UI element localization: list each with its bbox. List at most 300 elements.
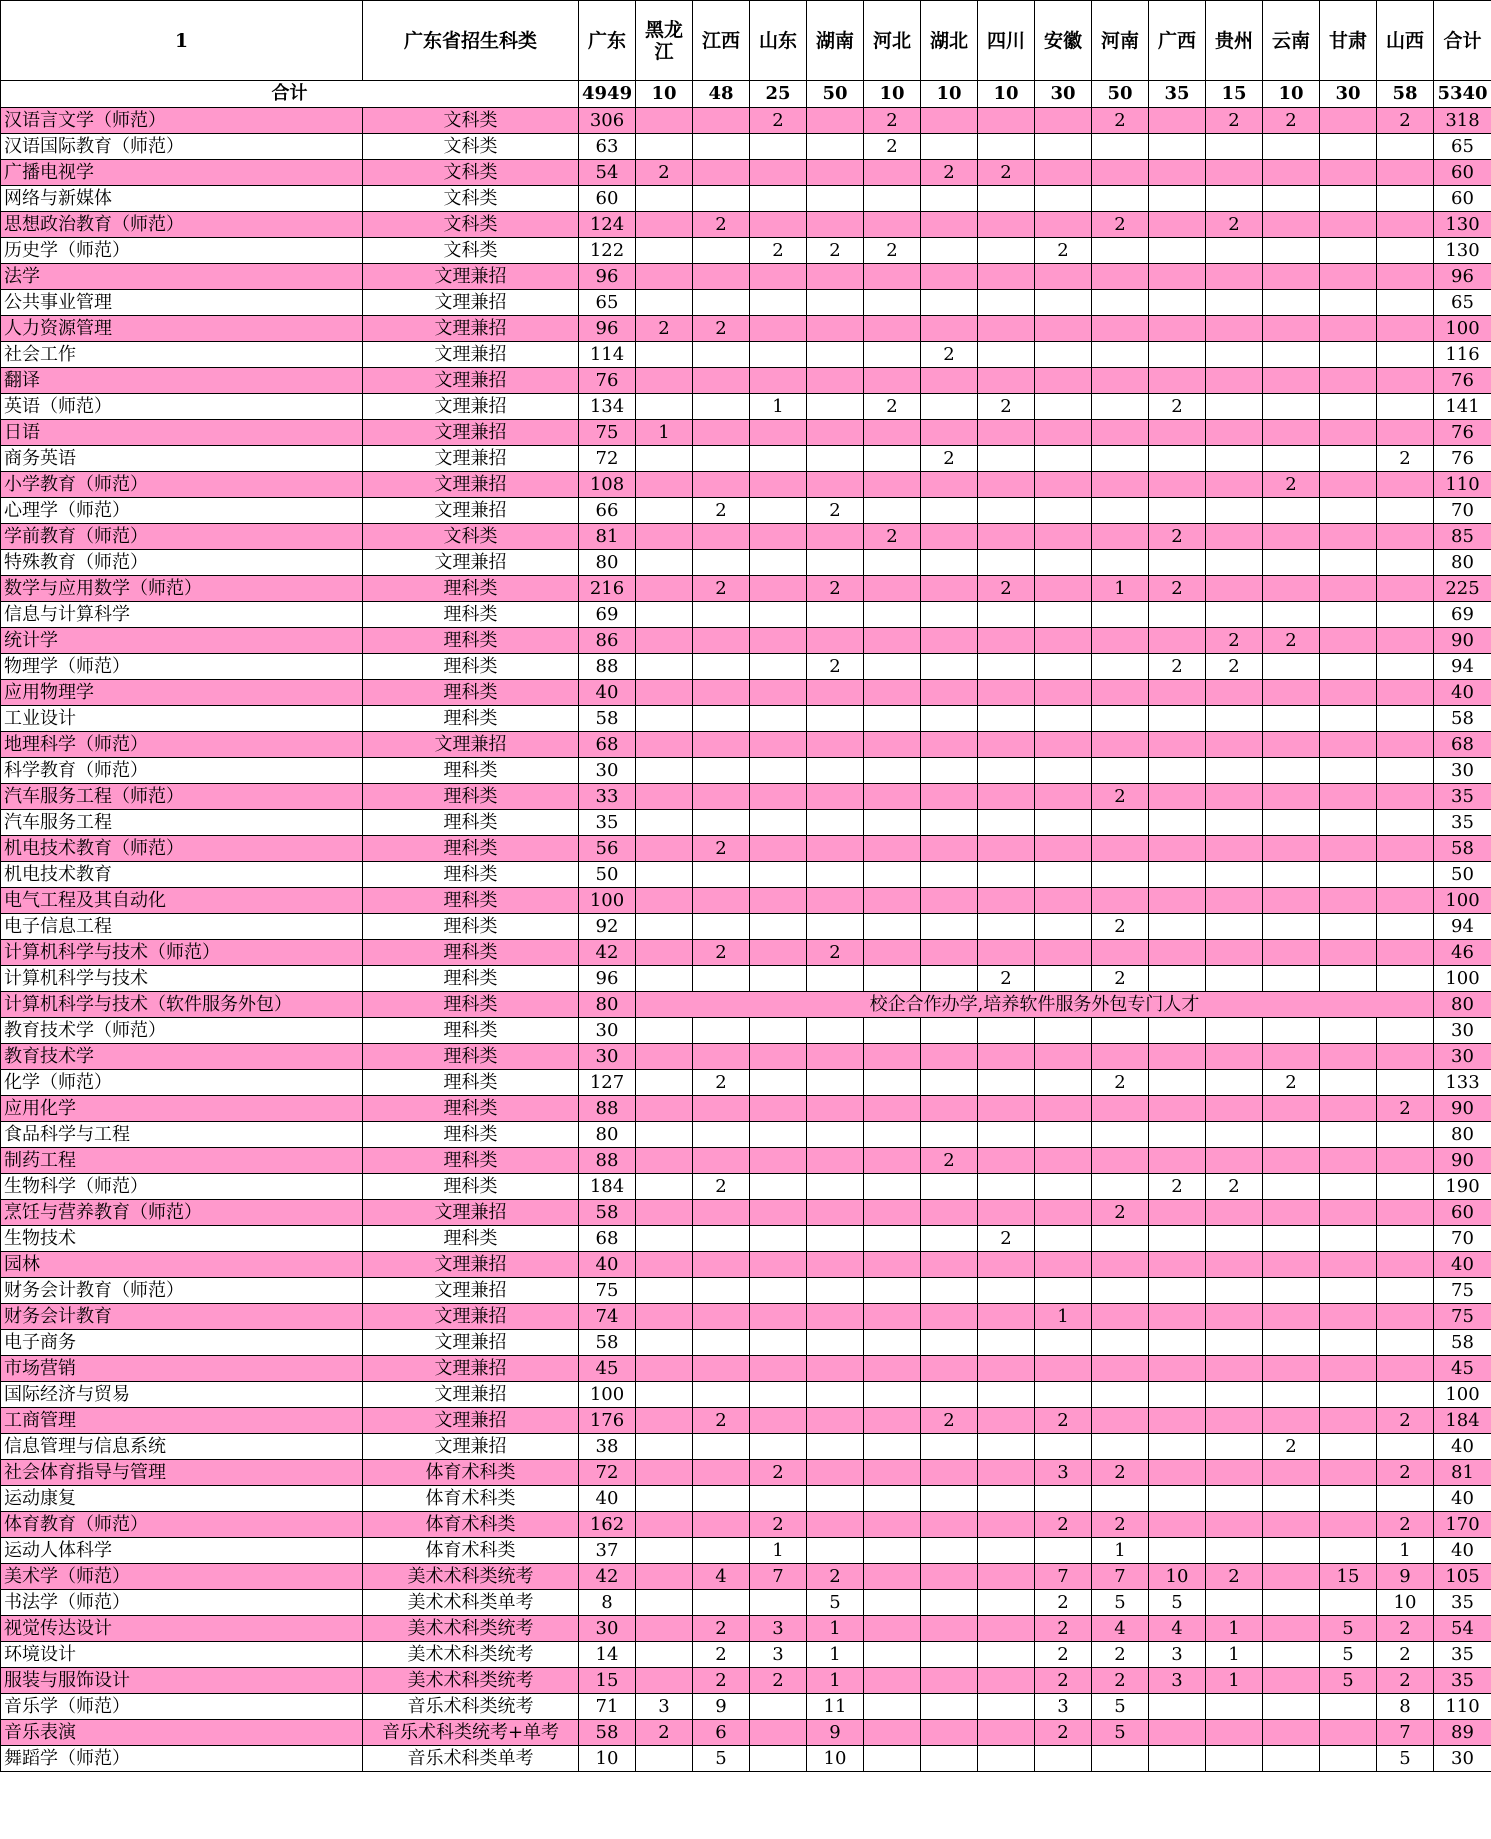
value-cell: 2 <box>1377 446 1434 472</box>
value-cell <box>864 1668 921 1694</box>
province-header: 河北 <box>864 1 921 81</box>
value-cell <box>750 1590 807 1616</box>
category-cell: 理科类 <box>363 1226 579 1252</box>
value-cell <box>636 1434 693 1460</box>
value-cell <box>1320 784 1377 810</box>
total-cell: 58 <box>1377 81 1434 108</box>
value-cell <box>693 446 750 472</box>
value-cell <box>1377 238 1434 264</box>
value-cell <box>1206 758 1263 784</box>
value-cell <box>1320 1070 1377 1096</box>
value-cell: 58 <box>579 1330 636 1356</box>
value-cell <box>1320 888 1377 914</box>
value-cell <box>1206 602 1263 628</box>
value-cell: 81 <box>1434 1460 1491 1486</box>
table-row <box>1 524 1491 550</box>
value-cell: 5 <box>1092 1694 1149 1720</box>
value-cell <box>750 134 807 160</box>
value-cell <box>750 706 807 732</box>
value-cell: 1 <box>807 1668 864 1694</box>
category-header: 广东省招生科类 <box>363 1 579 81</box>
table-row <box>1 732 1491 758</box>
value-cell: 2 <box>864 134 921 160</box>
value-cell <box>750 1330 807 1356</box>
value-cell: 1 <box>1035 1304 1092 1330</box>
value-cell <box>1263 784 1320 810</box>
value-cell <box>1263 160 1320 186</box>
value-cell <box>921 316 978 342</box>
value-cell <box>1263 1720 1320 1746</box>
value-cell: 2 <box>636 160 693 186</box>
category-cell: 理科类 <box>363 784 579 810</box>
value-cell: 92 <box>579 914 636 940</box>
table-row <box>1 1356 1491 1382</box>
category-cell: 理科类 <box>363 836 579 862</box>
value-cell <box>1263 1694 1320 1720</box>
value-cell <box>1035 810 1092 836</box>
table-row <box>1 1304 1491 1330</box>
value-cell: 5 <box>693 1746 750 1772</box>
value-cell <box>1263 368 1320 394</box>
province-header: 黑龙江 <box>636 1 693 81</box>
value-cell <box>1320 1720 1377 1746</box>
value-cell: 1 <box>807 1616 864 1642</box>
value-cell <box>864 680 921 706</box>
value-cell <box>636 1096 693 1122</box>
value-cell <box>1320 498 1377 524</box>
table-row <box>1 940 1491 966</box>
value-cell <box>693 1018 750 1044</box>
province-header: 云南 <box>1263 1 1320 81</box>
value-cell <box>693 914 750 940</box>
category-cell: 文理兼招 <box>363 498 579 524</box>
value-cell <box>693 134 750 160</box>
value-cell <box>1092 1382 1149 1408</box>
value-cell <box>1263 732 1320 758</box>
value-cell: 2 <box>1035 1590 1092 1616</box>
value-cell <box>1263 1512 1320 1538</box>
value-cell: 3 <box>636 1694 693 1720</box>
value-cell: 2 <box>1149 394 1206 420</box>
value-cell <box>1206 134 1263 160</box>
value-cell <box>1320 264 1377 290</box>
value-cell: 2 <box>693 1668 750 1694</box>
value-cell: 5 <box>1320 1642 1377 1668</box>
value-cell: 4 <box>1092 1616 1149 1642</box>
value-cell <box>1149 1304 1206 1330</box>
category-cell: 文理兼招 <box>363 394 579 420</box>
value-cell <box>1377 1070 1434 1096</box>
value-cell: 2 <box>921 446 978 472</box>
value-cell <box>636 212 693 238</box>
value-cell <box>864 264 921 290</box>
major-cell: 思想政治教育（师范） <box>1 212 363 238</box>
value-cell <box>978 368 1035 394</box>
table-row <box>1 1642 1491 1668</box>
value-cell <box>1263 1148 1320 1174</box>
value-cell: 80 <box>1434 992 1491 1018</box>
value-cell: 162 <box>579 1512 636 1538</box>
value-cell: 2 <box>750 108 807 134</box>
value-cell: 85 <box>1434 524 1491 550</box>
major-cell: 人力资源管理 <box>1 316 363 342</box>
category-cell: 理科类 <box>363 914 579 940</box>
value-cell <box>750 1226 807 1252</box>
value-cell: 76 <box>1434 368 1491 394</box>
province-header: 湖北 <box>921 1 978 81</box>
value-cell: 116 <box>1434 342 1491 368</box>
value-cell <box>921 1460 978 1486</box>
value-cell: 2 <box>1035 1642 1092 1668</box>
value-cell <box>864 1278 921 1304</box>
value-cell <box>1320 238 1377 264</box>
value-cell <box>1377 836 1434 862</box>
category-cell: 理科类 <box>363 654 579 680</box>
value-cell: 184 <box>579 1174 636 1200</box>
value-cell <box>1035 680 1092 706</box>
value-cell: 124 <box>579 212 636 238</box>
table-row <box>1 1590 1491 1616</box>
value-cell <box>1206 966 1263 992</box>
value-cell <box>1149 836 1206 862</box>
value-cell <box>1149 732 1206 758</box>
table-row <box>1 576 1491 602</box>
value-cell: 2 <box>1092 108 1149 134</box>
value-cell <box>807 160 864 186</box>
value-cell: 3 <box>1035 1694 1092 1720</box>
value-cell <box>807 1538 864 1564</box>
value-cell: 45 <box>1434 1356 1491 1382</box>
value-cell <box>864 784 921 810</box>
value-cell <box>978 212 1035 238</box>
value-cell: 5 <box>1320 1616 1377 1642</box>
major-cell: 财务会计教育（师范） <box>1 1278 363 1304</box>
value-cell <box>1149 368 1206 394</box>
value-cell: 76 <box>1434 446 1491 472</box>
major-cell: 美术学（师范） <box>1 1564 363 1590</box>
value-cell <box>750 1096 807 1122</box>
value-cell <box>978 836 1035 862</box>
value-cell <box>1092 1278 1149 1304</box>
major-cell: 汽车服务工程（师范） <box>1 784 363 810</box>
value-cell <box>978 732 1035 758</box>
value-cell <box>1035 446 1092 472</box>
major-cell: 社会工作 <box>1 342 363 368</box>
major-cell: 财务会计教育 <box>1 1304 363 1330</box>
value-cell <box>864 862 921 888</box>
value-cell <box>1035 654 1092 680</box>
value-cell <box>1206 1200 1263 1226</box>
total-cell: 4949 <box>579 81 636 108</box>
major-cell: 教育技术学 <box>1 1044 363 1070</box>
value-cell <box>1035 1434 1092 1460</box>
value-cell <box>1092 342 1149 368</box>
value-cell <box>921 1590 978 1616</box>
category-cell: 文科类 <box>363 160 579 186</box>
value-cell <box>1263 1330 1320 1356</box>
value-cell <box>1092 1408 1149 1434</box>
value-cell <box>807 1408 864 1434</box>
value-cell: 1 <box>750 1538 807 1564</box>
province-header: 江西 <box>693 1 750 81</box>
value-cell <box>636 1460 693 1486</box>
value-cell: 30 <box>1434 758 1491 784</box>
value-cell <box>978 1460 1035 1486</box>
category-cell: 理科类 <box>363 1096 579 1122</box>
total-cell: 10 <box>921 81 978 108</box>
value-cell <box>636 1382 693 1408</box>
major-cell: 生物科学（师范） <box>1 1174 363 1200</box>
value-cell <box>978 1278 1035 1304</box>
value-cell <box>1035 914 1092 940</box>
value-cell <box>1320 290 1377 316</box>
value-cell <box>1377 1304 1434 1330</box>
value-cell <box>807 368 864 394</box>
value-cell: 2 <box>978 966 1035 992</box>
value-cell <box>1092 316 1149 342</box>
value-cell <box>921 576 978 602</box>
value-cell <box>1149 758 1206 784</box>
value-cell <box>1092 1226 1149 1252</box>
value-cell <box>978 628 1035 654</box>
value-cell: 33 <box>579 784 636 810</box>
value-cell <box>1149 498 1206 524</box>
value-cell <box>921 264 978 290</box>
value-cell <box>636 472 693 498</box>
value-cell: 2 <box>1206 108 1263 134</box>
value-cell <box>1263 420 1320 446</box>
value-cell <box>1320 1330 1377 1356</box>
table-row <box>1 1382 1491 1408</box>
value-cell <box>1377 1018 1434 1044</box>
value-cell <box>921 1694 978 1720</box>
value-cell <box>1206 1720 1263 1746</box>
value-cell: 2 <box>1377 1460 1434 1486</box>
value-cell <box>693 342 750 368</box>
value-cell <box>807 1304 864 1330</box>
major-cell: 环境设计 <box>1 1642 363 1668</box>
value-cell <box>1377 914 1434 940</box>
value-cell <box>921 550 978 576</box>
category-cell: 文理兼招 <box>363 316 579 342</box>
value-cell <box>864 1590 921 1616</box>
major-cell: 服装与服饰设计 <box>1 1668 363 1694</box>
value-cell <box>1263 576 1320 602</box>
category-cell: 理科类 <box>363 602 579 628</box>
value-cell: 96 <box>1434 264 1491 290</box>
value-cell <box>1206 368 1263 394</box>
value-cell <box>1092 888 1149 914</box>
value-cell <box>693 394 750 420</box>
value-cell <box>978 1018 1035 1044</box>
value-cell <box>1320 1304 1377 1330</box>
value-cell: 100 <box>579 888 636 914</box>
table-row <box>1 238 1491 264</box>
value-cell <box>1320 1590 1377 1616</box>
table-row <box>1 134 1491 160</box>
value-cell <box>807 1096 864 1122</box>
value-cell <box>1206 1434 1263 1460</box>
value-cell: 88 <box>579 1096 636 1122</box>
value-cell <box>1092 706 1149 732</box>
value-cell: 110 <box>1434 1694 1491 1720</box>
value-cell <box>636 1512 693 1538</box>
value-cell <box>636 654 693 680</box>
value-cell <box>864 706 921 732</box>
category-cell: 文理兼招 <box>363 290 579 316</box>
major-cell: 计算机科学与技术（软件服务外包） <box>1 992 363 1018</box>
value-cell <box>1206 914 1263 940</box>
value-cell <box>1320 524 1377 550</box>
value-cell: 76 <box>579 368 636 394</box>
value-cell <box>1092 1018 1149 1044</box>
value-cell: 2 <box>1263 1434 1320 1460</box>
value-cell: 2 <box>864 238 921 264</box>
value-cell <box>1206 550 1263 576</box>
value-cell <box>693 1122 750 1148</box>
value-cell <box>807 810 864 836</box>
value-cell <box>921 862 978 888</box>
value-cell <box>1149 602 1206 628</box>
value-cell <box>1149 680 1206 706</box>
value-cell: 2 <box>1092 1512 1149 1538</box>
value-cell <box>1206 1382 1263 1408</box>
value-cell: 60 <box>579 186 636 212</box>
value-cell: 2 <box>1206 654 1263 680</box>
value-cell: 2 <box>921 342 978 368</box>
value-cell: 68 <box>579 732 636 758</box>
value-cell: 65 <box>1434 290 1491 316</box>
value-cell: 94 <box>1434 654 1491 680</box>
value-cell: 2 <box>1377 1096 1434 1122</box>
value-cell <box>1320 966 1377 992</box>
value-cell <box>864 914 921 940</box>
value-cell <box>693 888 750 914</box>
value-cell <box>1377 1252 1434 1278</box>
value-cell <box>636 238 693 264</box>
value-cell <box>1263 524 1320 550</box>
value-cell: 58 <box>579 706 636 732</box>
value-cell: 40 <box>579 680 636 706</box>
total-cell: 30 <box>1320 81 1377 108</box>
value-cell <box>978 862 1035 888</box>
value-cell: 14 <box>579 1642 636 1668</box>
value-cell: 1 <box>1377 1538 1434 1564</box>
value-cell <box>921 1616 978 1642</box>
table-row <box>1 992 1491 1018</box>
value-cell <box>1263 134 1320 160</box>
major-cell: 舞蹈学（师范） <box>1 1746 363 1772</box>
major-cell: 物理学（师范） <box>1 654 363 680</box>
value-cell <box>864 836 921 862</box>
value-cell: 216 <box>579 576 636 602</box>
value-cell <box>1149 1460 1206 1486</box>
value-cell <box>921 1382 978 1408</box>
value-cell: 81 <box>579 524 636 550</box>
value-cell: 2 <box>693 1070 750 1096</box>
value-cell <box>1092 1252 1149 1278</box>
table-row <box>1 342 1491 368</box>
value-cell <box>978 1642 1035 1668</box>
value-cell <box>1377 420 1434 446</box>
major-cell: 体育教育（师范） <box>1 1512 363 1538</box>
category-cell: 文理兼招 <box>363 1382 579 1408</box>
category-cell: 文理兼招 <box>363 264 579 290</box>
value-cell <box>750 290 807 316</box>
value-cell <box>864 1304 921 1330</box>
value-cell <box>864 576 921 602</box>
value-cell <box>864 420 921 446</box>
province-header: 四川 <box>978 1 1035 81</box>
value-cell: 318 <box>1434 108 1491 134</box>
major-cell: 电子信息工程 <box>1 914 363 940</box>
value-cell <box>864 368 921 394</box>
table-row <box>1 368 1491 394</box>
value-cell <box>1320 1434 1377 1460</box>
major-cell: 地理科学（师范） <box>1 732 363 758</box>
value-cell: 58 <box>1434 836 1491 862</box>
value-cell <box>807 732 864 758</box>
table-row <box>1 472 1491 498</box>
value-cell <box>1035 316 1092 342</box>
value-cell: 50 <box>579 862 636 888</box>
value-cell <box>1092 1434 1149 1460</box>
province-header: 合计 <box>1434 1 1491 81</box>
value-cell <box>864 1044 921 1070</box>
value-cell <box>1149 810 1206 836</box>
province-header: 甘肃 <box>1320 1 1377 81</box>
value-cell <box>1377 732 1434 758</box>
value-cell <box>921 1720 978 1746</box>
value-cell <box>1206 784 1263 810</box>
value-cell: 3 <box>1035 1460 1092 1486</box>
category-cell: 理科类 <box>363 992 579 1018</box>
value-cell <box>1035 1018 1092 1044</box>
category-cell: 文理兼招 <box>363 1278 579 1304</box>
value-cell <box>636 602 693 628</box>
value-cell: 40 <box>1434 1252 1491 1278</box>
value-cell <box>1149 706 1206 732</box>
value-cell <box>1320 1018 1377 1044</box>
category-cell: 理科类 <box>363 1070 579 1096</box>
value-cell <box>1320 680 1377 706</box>
value-cell: 9 <box>807 1720 864 1746</box>
table-row <box>1 1174 1491 1200</box>
value-cell <box>1320 446 1377 472</box>
value-cell <box>921 1356 978 1382</box>
value-cell: 65 <box>579 290 636 316</box>
value-cell <box>807 628 864 654</box>
value-cell <box>807 134 864 160</box>
major-cell: 应用化学 <box>1 1096 363 1122</box>
header-row <box>1 1 1491 81</box>
province-header: 山西 <box>1377 1 1434 81</box>
table-row <box>1 446 1491 472</box>
value-cell: 8 <box>579 1590 636 1616</box>
value-cell <box>921 1070 978 1096</box>
value-cell: 176 <box>579 1408 636 1434</box>
value-cell <box>636 680 693 706</box>
value-cell <box>1035 966 1092 992</box>
value-cell <box>1035 940 1092 966</box>
value-cell: 60 <box>1434 160 1491 186</box>
value-cell: 1 <box>1092 576 1149 602</box>
value-cell <box>978 316 1035 342</box>
value-cell <box>636 1616 693 1642</box>
value-cell <box>636 134 693 160</box>
value-cell <box>807 680 864 706</box>
value-cell: 2 <box>1035 1408 1092 1434</box>
